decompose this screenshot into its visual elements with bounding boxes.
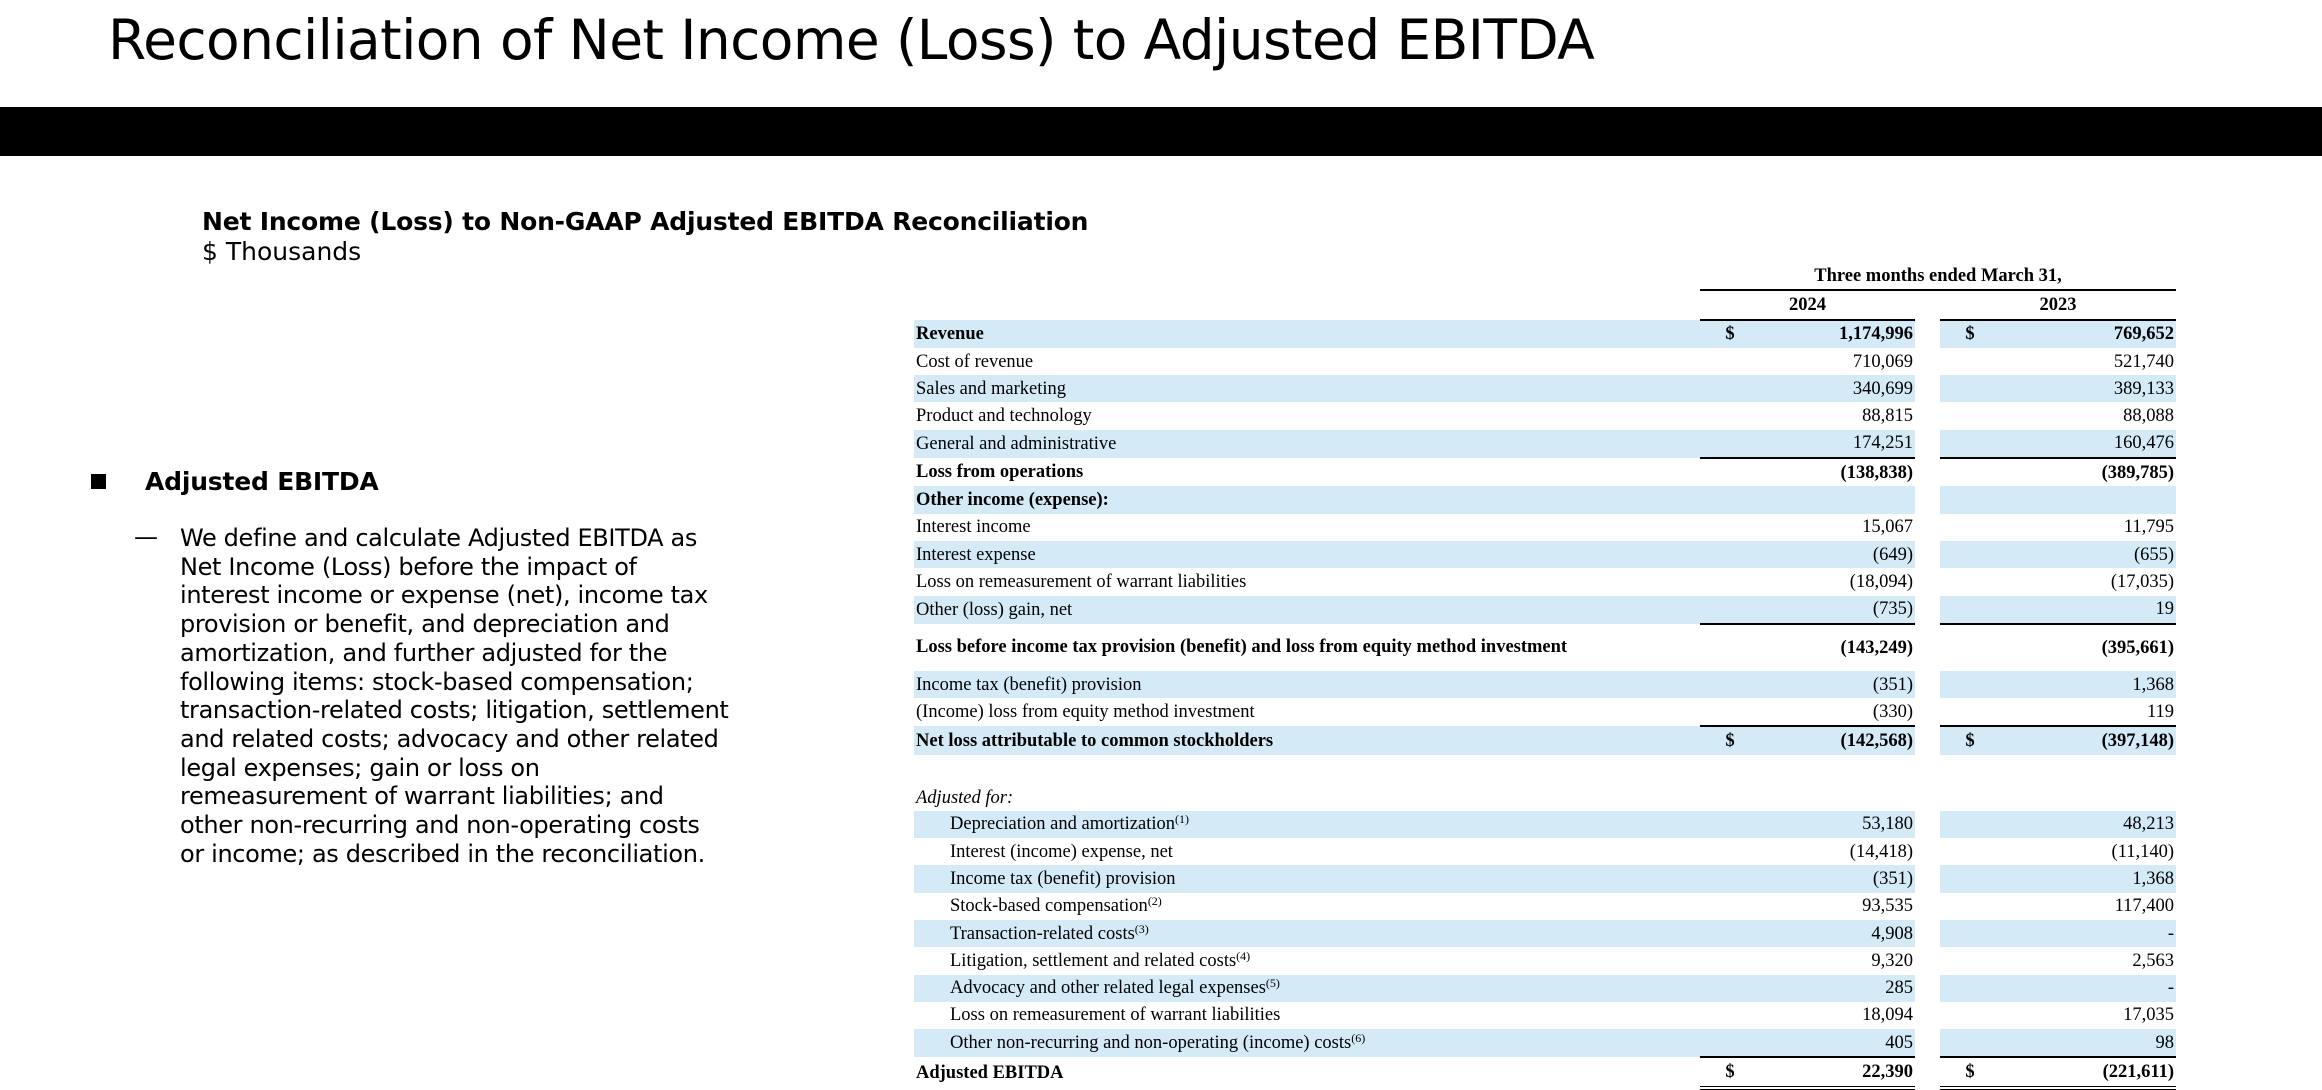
value-2024: 340,699 [1760, 375, 1915, 402]
row-label: Interest (income) expense, net [950, 841, 1173, 862]
value-2023: 11,795 [2123, 517, 2175, 538]
table-row-other-income-header [914, 486, 2176, 513]
row-label: Income tax (benefit) provision [914, 671, 1680, 698]
row-label [914, 811, 1680, 838]
table-row-stock-comp [914, 893, 2176, 920]
value-2024: 710,069 [1852, 351, 1913, 372]
table-row-advocacy [914, 975, 2176, 1002]
table-row-nonrecurring [914, 1029, 2176, 1057]
value-2024: (138,838) [1840, 462, 1913, 483]
row-label: (Income) loss from equity method investment [916, 702, 1255, 723]
currency-symbol: $ [1700, 1057, 1760, 1087]
title-bar [0, 107, 2322, 156]
value-2024: 93,535 [1862, 896, 1913, 917]
footnote-marker: (6) [1351, 1031, 1366, 1046]
table-row-equity-method [914, 698, 2176, 726]
row-label: Cost of revenue [916, 351, 1034, 372]
table-row-interest-income [914, 514, 2176, 541]
value-2023: 160,476 [2000, 430, 2176, 458]
footnote-marker: (2) [1147, 894, 1162, 909]
row-label-text: Advocacy and other related legal expenses [950, 978, 1266, 999]
value-2023: 2,563 [2132, 950, 2175, 971]
table-row-g-and-a [914, 430, 2176, 458]
currency-symbol: $ [1700, 320, 1760, 348]
value-2023: 17,035 [2123, 1005, 2175, 1026]
row-label: Other (loss) gain, net [914, 596, 1680, 624]
units-subheading: $ Thousands [202, 237, 362, 266]
value-2024: 53,180 [1760, 811, 1915, 838]
table-row-litigation [914, 947, 2176, 974]
footnote-marker: (5) [1265, 976, 1280, 991]
row-label: Net loss attributable to common stockholders [914, 726, 1680, 754]
dash-bullet: — [134, 523, 158, 551]
value-2023: (655) [2000, 541, 2176, 568]
footnote-marker: (1) [1175, 812, 1189, 827]
row-label: Sales and marketing [914, 375, 1680, 402]
table-row-net-loss [914, 726, 2176, 754]
table-row-other-gain [914, 596, 2176, 624]
value-2024: 22,390 [1760, 1057, 1915, 1087]
table-row-depreciation [914, 811, 2176, 838]
reconciliation-heading: Net Income (Loss) to Non-GAAP Adjusted EBITDA Reconciliation [202, 207, 1089, 236]
reconciliation-table [914, 262, 2176, 1090]
value-2023: 19 [2000, 596, 2176, 624]
row-label [914, 1029, 1680, 1057]
currency-symbol: $ [1940, 726, 2000, 754]
table-header-row [914, 290, 2176, 319]
table-row-interest-expense [914, 541, 2176, 568]
value-2023: 98 [2000, 1029, 2176, 1057]
table-row-adjusted-for [914, 755, 2176, 811]
row-label-text: Other non-recurring and non-operating (income) costs [950, 1033, 1352, 1054]
value-2023: 88,088 [2123, 406, 2175, 427]
value-2024: 4,908 [1760, 920, 1915, 947]
definition-line: or income; as described in the reconciliation. [180, 839, 705, 868]
definition-line: transaction-related costs; litigation, settlement [180, 696, 729, 725]
value-2024: 1,174,996 [1760, 320, 1915, 348]
value-2024: 405 [1760, 1029, 1915, 1057]
value-2024: 285 [1760, 975, 1915, 1002]
table-row-transaction-costs [914, 920, 2176, 947]
table-row-cost-of-revenue [914, 348, 2176, 375]
row-label: Other income (expense): [914, 486, 1680, 513]
value-2023: 389,133 [2000, 375, 2176, 402]
definition-line: other non-recurring and non-operating costs [180, 811, 700, 840]
square-bullet-icon [91, 474, 106, 489]
table-row-tax-adjustment [914, 865, 2176, 892]
row-label: General and administrative [914, 430, 1680, 458]
value-2024: 15,067 [1862, 517, 1913, 538]
value-2023: (11,140) [2111, 841, 2175, 862]
value-2024: (143,249) [1840, 637, 1913, 658]
value-2024: (649) [1760, 541, 1915, 568]
row-label: Loss from operations [916, 462, 1084, 483]
column-header-2024: 2024 [1700, 290, 1915, 319]
column-header-2023: 2023 [1940, 290, 2176, 319]
value-2023: 1,368 [2000, 865, 2176, 892]
row-label-text: Litigation, settlement and related costs [950, 950, 1237, 971]
row-label: Adjusted EBITDA [916, 1062, 1064, 1083]
value-2023: - [2000, 920, 2176, 947]
row-label [914, 893, 1680, 920]
table-row-warrant-loss [914, 568, 2176, 595]
row-label: Interest expense [914, 541, 1680, 568]
row-label [914, 947, 1680, 974]
value-2023: 769,652 [2000, 320, 2176, 348]
value-2023: (221,611) [2000, 1057, 2176, 1087]
row-label: Income tax (benefit) provision [914, 865, 1680, 892]
value-2024: (351) [1760, 671, 1915, 698]
value-2023: (389,785) [2101, 462, 2175, 483]
table-row-sales-marketing [914, 375, 2176, 402]
row-label [914, 975, 1680, 1002]
table-row-loss-from-operations [914, 458, 2176, 486]
definition-line: legal expenses; gain or loss on [180, 753, 540, 782]
value-2024: (18,094) [1849, 571, 1913, 592]
value-2023: 1,368 [2000, 671, 2176, 698]
value-2023: 48,213 [2000, 811, 2176, 838]
value-2024: 18,094 [1862, 1005, 1913, 1026]
value-2023: 521,740 [2113, 351, 2175, 372]
bullet-heading: Adjusted EBITDA [145, 467, 379, 496]
footnote-marker: (4) [1236, 948, 1251, 963]
value-2023: 119 [2000, 698, 2176, 726]
period-header: Three months ended March 31, [1700, 262, 2176, 290]
row-label-text: Stock-based compensation [950, 896, 1148, 917]
table-row-adjusted-ebitda [914, 1057, 2176, 1087]
value-2023: (395,661) [2101, 637, 2175, 658]
definition-line: remeasurement of warrant liabilities; and [180, 782, 664, 811]
value-2023: - [2000, 975, 2176, 1002]
table-row-warrant-adjustment [914, 1002, 2176, 1029]
currency-symbol: $ [1940, 320, 2000, 348]
row-label-text: Transaction-related costs [950, 923, 1135, 944]
currency-symbol: $ [1940, 1057, 2000, 1087]
definition-line: and related costs; advocacy and other related [180, 724, 719, 753]
value-2024: (142,568) [1760, 726, 1915, 754]
definition-line: provision or benefit, and depreciation and [180, 610, 670, 639]
value-2024: (351) [1760, 865, 1915, 892]
value-2023: 117,400 [2114, 896, 2175, 917]
value-2024: 9,320 [1871, 950, 1913, 971]
row-label-text: Depreciation and amortization [950, 814, 1175, 835]
definition-line: interest income or expense (net), income tax [180, 581, 708, 610]
row-label: Loss on remeasurement of warrant liabilities [916, 571, 1247, 592]
definition-line: Net Income (Loss) before the impact of [180, 552, 637, 581]
definition-line: amortization, and further adjusted for the [180, 638, 668, 667]
row-label: Adjusted for: [916, 787, 1014, 808]
currency-symbol: $ [1700, 726, 1760, 754]
row-label: Revenue [914, 320, 1680, 348]
value-2023: (17,035) [2110, 571, 2175, 592]
row-label: Loss before income tax provision (benefit) and loss from equity method investment [916, 637, 1568, 658]
table-row-loss-before-tax [914, 624, 2176, 671]
row-label: Interest income [916, 517, 1031, 538]
value-2024: 174,251 [1760, 430, 1915, 458]
table-row-income-tax [914, 671, 2176, 698]
footnote-marker: (3) [1134, 921, 1149, 936]
value-2024: (735) [1760, 596, 1915, 624]
value-2024: (14,418) [1849, 841, 1913, 862]
row-label [914, 920, 1680, 947]
value-2023: (397,148) [2000, 726, 2176, 754]
definition-line: following items: stock-based compensation; [180, 667, 694, 696]
table-row-revenue [914, 320, 2176, 348]
row-label: Loss on remeasurement of warrant liabilities [950, 1005, 1281, 1026]
table-row-product-tech [914, 402, 2176, 429]
definition-line: We define and calculate Adjusted EBITDA as [180, 524, 698, 552]
definition-text [180, 524, 750, 868]
value-2024: (330) [1760, 698, 1915, 726]
table-header-row [914, 262, 2176, 290]
value-2024: 88,815 [1862, 406, 1913, 427]
table-row-interest-net [914, 838, 2176, 865]
row-label: Product and technology [916, 406, 1092, 427]
slide-title: Reconciliation of Net Income (Loss) to Adjusted EBITDA [108, 8, 1595, 72]
